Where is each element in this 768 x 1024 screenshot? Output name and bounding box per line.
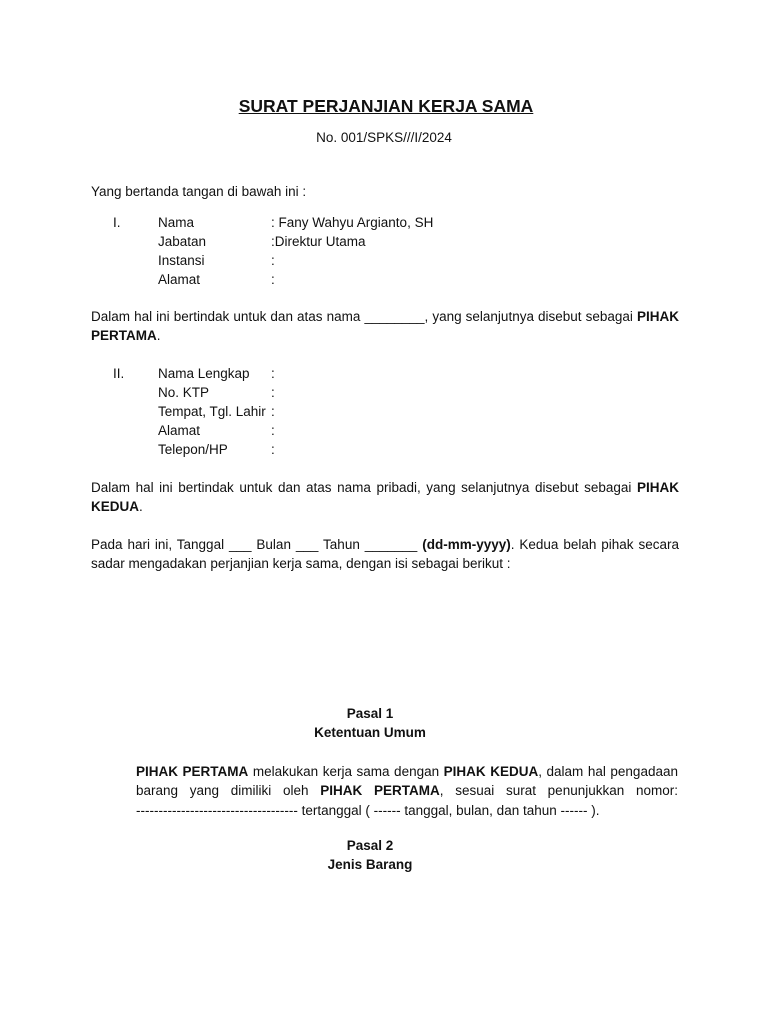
party1-value-position: :Direktur Utama bbox=[271, 234, 366, 249]
pasal1-body: PIHAK PERTAMA melakukan kerja sama dengan PIHAK KEDUA, dalam hal pengadaan barang yang dimiliki oleh PIHAK PERTAMA, sesuai surat penunjukkan nomor: ------------------------------------ tertanggal ( ------ tanggal, bulan, dan tahun ------ ). bbox=[136, 764, 678, 818]
document-number: No. 001/SPKS///I/2024 bbox=[316, 130, 452, 145]
party1-roman: I. bbox=[113, 215, 121, 230]
party1-label-name: Nama bbox=[158, 215, 195, 230]
party1-label-institution: Instansi bbox=[158, 253, 205, 268]
document-title: SURAT PERJANJIAN KERJA SAMA bbox=[238, 96, 534, 116]
party2-label-address: Alamat bbox=[158, 423, 201, 438]
agreement-paragraph: Pada hari ini, Tanggal ___ Bulan ___ Tahun _______ (dd-mm-yyyy). Kedua belah pihak secara sadar mengadakan perjanjian kerja sama, dengan isi sebagai berikut : bbox=[91, 537, 679, 572]
party2-label-birth: Tempat, Tgl. Lahir bbox=[158, 404, 266, 419]
party1-value-address: : bbox=[271, 272, 275, 287]
party1-value-name: : Fany Wahyu Argianto, SH bbox=[271, 215, 434, 230]
intro-text: Yang bertanda tangan di bawah ini : bbox=[91, 184, 307, 199]
party2-roman: II. bbox=[113, 366, 125, 381]
party2-statement: Dalam hal ini bertindak untuk dan atas nama pribadi, yang selanjutnya disebut sebagai PIHAK KEDUA. bbox=[91, 480, 679, 515]
party2-label-fullname: Nama Lengkap bbox=[158, 366, 250, 381]
party2-label-phone: Telepon/HP bbox=[158, 442, 228, 457]
pasal1-heading: Pasal 1 bbox=[346, 706, 394, 721]
party2-value-address: : bbox=[271, 423, 275, 438]
pasal2-heading: Pasal 2 bbox=[346, 838, 394, 853]
pasal1-subheading: Ketentuan Umum bbox=[314, 725, 426, 740]
party2-value-phone: : bbox=[271, 442, 275, 457]
party1-label-position: Jabatan bbox=[158, 234, 207, 249]
pasal2-subheading: Jenis Barang bbox=[327, 857, 413, 872]
party1-value-institution: : bbox=[271, 253, 275, 268]
party2-value-ktp: : bbox=[271, 385, 275, 400]
party2-label-ktp: No. KTP bbox=[158, 385, 210, 400]
party1-label-address: Alamat bbox=[158, 272, 201, 287]
party2-value-fullname: : bbox=[271, 366, 275, 381]
party2-value-birth: : bbox=[271, 404, 275, 419]
party1-statement: Dalam hal ini bertindak untuk dan atas nama ________, yang selanjutnya disebut sebagai PIHAK PERTAMA. bbox=[91, 309, 679, 344]
